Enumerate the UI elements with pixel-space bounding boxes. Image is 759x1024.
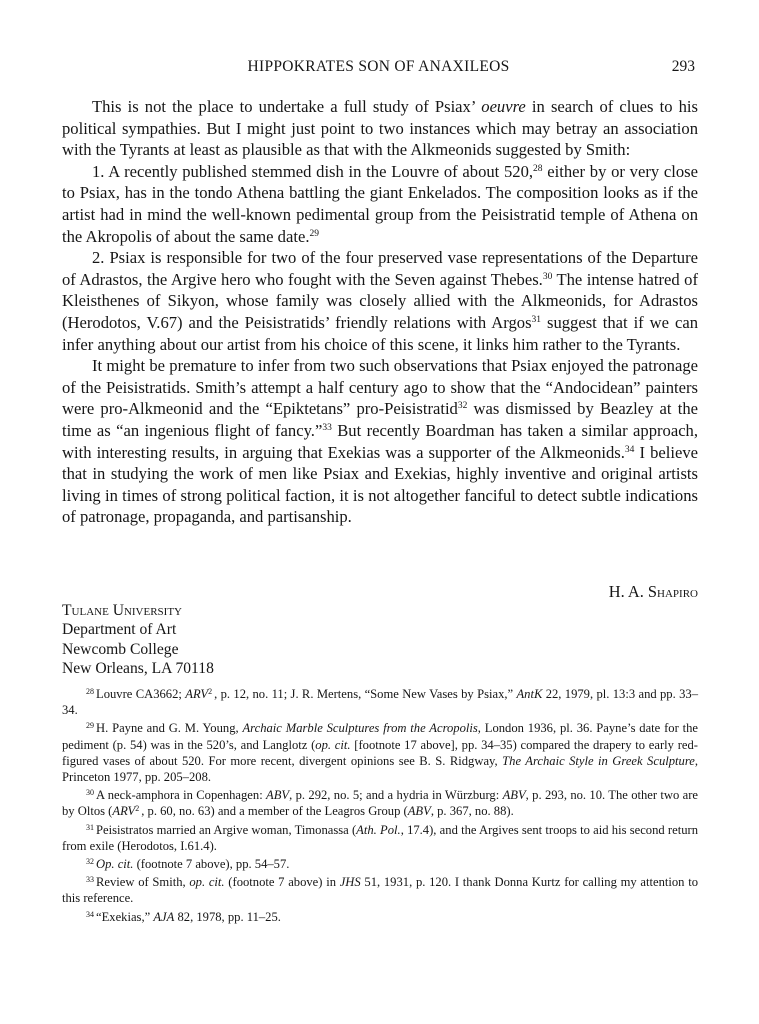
footnote — [62, 856, 698, 872]
text-run: , London 1936, pl. 36. Payne’s date for the pediment (p. 54) was in the 520’s, and Langlotz ( — [62, 721, 699, 752]
text-run: suggest that if we can infer anything about our artist from his choice of this scene, it links him rather to the Tyrants. — [62, 312, 698, 354]
italic-text: Op. cit. — [96, 857, 134, 872]
text-run: , 17.4), and the Argives sent troops to aid his second return from exile (Herodotos, I.61.4). — [62, 822, 698, 853]
footnote-number: 31 — [86, 822, 94, 832]
text-run: 51, 1931, p. 120. I thank Donna Kurtz for calling my attention to this reference. — [62, 875, 698, 906]
text-run: The intense hatred of Kleisthenes of Sikyon, whose family was closely allied with the Alkmeonids, for Adrastos (Herodotos, V.67) and the Peisistratids’ friendly relations with Argos — [62, 269, 698, 332]
footnote-number: 30 — [86, 788, 94, 798]
text-run: , Princeton 1977, pp. 205–208. — [62, 753, 699, 785]
text-run: This is not the place to undertake a full study of Psiax’ — [92, 97, 482, 116]
superscript-ref: 29 — [309, 228, 319, 239]
italic-text: op. cit. — [315, 737, 351, 752]
address-line: Newcomb College — [62, 640, 179, 658]
text-run: was dismissed by Beazley at the time as “an ingenious flight of fancy.” — [62, 399, 698, 440]
author-name: H. A. Shapiro — [608, 582, 698, 601]
running-title: HIPPOKRATES SON OF ANAXILEOS — [247, 58, 510, 75]
footnote-number: 32 — [86, 857, 94, 867]
running-head — [62, 58, 695, 80]
body-paragraph — [62, 355, 698, 528]
article-body — [62, 96, 698, 528]
superscript-ref: 34 — [624, 444, 635, 455]
text-run: 82, 1978, pp. 11–25. — [174, 909, 281, 924]
superscript-ref: 2 — [135, 804, 140, 814]
text-run: H. Payne and G. M. Young, — [96, 721, 243, 736]
text-run: But recently Boardman has taken a similar approach, with interesting results, in arguing that Exekias was a supporter of the Alkmeonids. — [62, 420, 699, 462]
footnote-number: 34 — [86, 909, 94, 919]
footnote — [62, 874, 698, 906]
italic-text: The Archaic Style in Greek Sculpture — [502, 753, 695, 768]
text-run: (footnote 7 above) in — [224, 875, 340, 890]
footnote-number: 29 — [86, 721, 94, 731]
italic-text: op. cit. — [189, 875, 225, 890]
body-paragraph — [62, 247, 698, 355]
italic-text: Ath. Pol. — [356, 822, 401, 837]
superscript-ref: 31 — [531, 314, 542, 325]
text-run: Peisistratos married an Argive woman, Timonassa ( — [96, 822, 357, 837]
text-run: , p. 60, no. 63) and a member of the Leagros Group ( — [141, 804, 408, 819]
text-run: It might be premature to infer from two such observations that Psiax enjoyed the patronage of the Peisistratids. Smith’s attempt a half century ago to show that the “Andocidean” painters were pro-Alkmeonid and the “Epiktetans” pro-Peisistratid — [62, 356, 698, 419]
italic-text: ABV — [407, 804, 431, 819]
italic-text: ARV — [112, 804, 136, 819]
text-run: either by or very close to Psiax, has in the tondo Athena battling the giant Enkelados. The composition looks as if the artist had in mind the well-known pedimental group from the Peisistratid temple of Athena on the Akropolis of about the same date. — [62, 161, 698, 246]
text-run: A neck-amphora in Copenhagen: — [96, 788, 267, 803]
superscript-ref: 32 — [457, 401, 468, 412]
italic-text: ABV — [502, 788, 526, 803]
italic-text: JHS — [339, 875, 361, 890]
page-number: 293 — [671, 58, 695, 75]
footnote — [62, 686, 698, 718]
text-run: , p. 292, no. 5; and a hydria in Würzburg: — [289, 788, 503, 803]
author-signature — [62, 582, 698, 602]
italic-text: ARV — [185, 687, 209, 701]
italic-text: oeuvre — [481, 97, 526, 116]
author-address — [62, 601, 214, 678]
text-run: “Exekias,” — [96, 909, 154, 924]
text-run: 2. Psiax is responsible for two of the four preserved vase representations of the Departure of Adrastos, the Argive hero who fought with the Seven against Thebes. — [62, 248, 698, 289]
superscript-ref: 33 — [322, 422, 332, 433]
text-run: Louvre CA3662; — [96, 687, 186, 701]
text-run: Review of Smith, — [96, 875, 190, 890]
superscript-ref: 28 — [533, 163, 543, 174]
footnote — [62, 787, 698, 819]
footnote — [62, 822, 698, 854]
text-run: 22, 1979, pl. 13:3 and pp. 33–34. — [62, 687, 698, 718]
italic-text: AJA — [153, 909, 175, 924]
italic-text: AntK — [516, 687, 543, 701]
text-run: , p. 367, no. 88). — [430, 804, 514, 819]
text-run: , p. 12, no. 11; J. R. Mertens, “Some New Vases by Psiax,” — [214, 687, 517, 701]
footnote — [62, 720, 698, 785]
footnotes — [62, 686, 698, 927]
text-run: , p. 293, no. 10. The other two are by Oltos ( — [62, 788, 699, 819]
footnote — [62, 909, 698, 925]
body-paragraph — [62, 161, 698, 247]
italic-text: Archaic Marble Sculptures from the Acropolis — [242, 721, 478, 736]
italic-text: ABV — [266, 788, 290, 803]
superscript-ref: 2 — [208, 687, 213, 696]
text-run: [footnote 17 above], pp. 34–35) compared the drapery to early red-figured vases of about 520. For more recent, divergent opinions see B. S. Ridgway, — [62, 737, 698, 768]
footnote-number: 33 — [86, 875, 94, 885]
text-run: in search of clues to his political sympathies. But I might just point to two instances which may betray an association with the Tyrants at least as plausible as that with the Alkmeonids suggested by Smith: — [62, 97, 698, 160]
address-line: New Orleans, LA 70118 — [62, 659, 214, 677]
text-run: (footnote 7 above), pp. 54–57. — [133, 857, 290, 872]
address-line: Department of Art — [62, 621, 177, 639]
superscript-ref: 30 — [542, 271, 553, 282]
footnote-number: 28 — [86, 687, 94, 696]
text-run: I believe that in studying the work of men like Psiax and Exekias, highly inventive and original artists living in times of strong political faction, it is not altogether fanciful to detect subtle indications of patronage, propaganda, and partisanship. — [62, 442, 698, 527]
body-paragraph — [62, 96, 698, 161]
address-institution: Tulane University — [62, 602, 183, 619]
text-run: 1. A recently published stemmed dish in the Louvre of about 520, — [92, 161, 534, 181]
